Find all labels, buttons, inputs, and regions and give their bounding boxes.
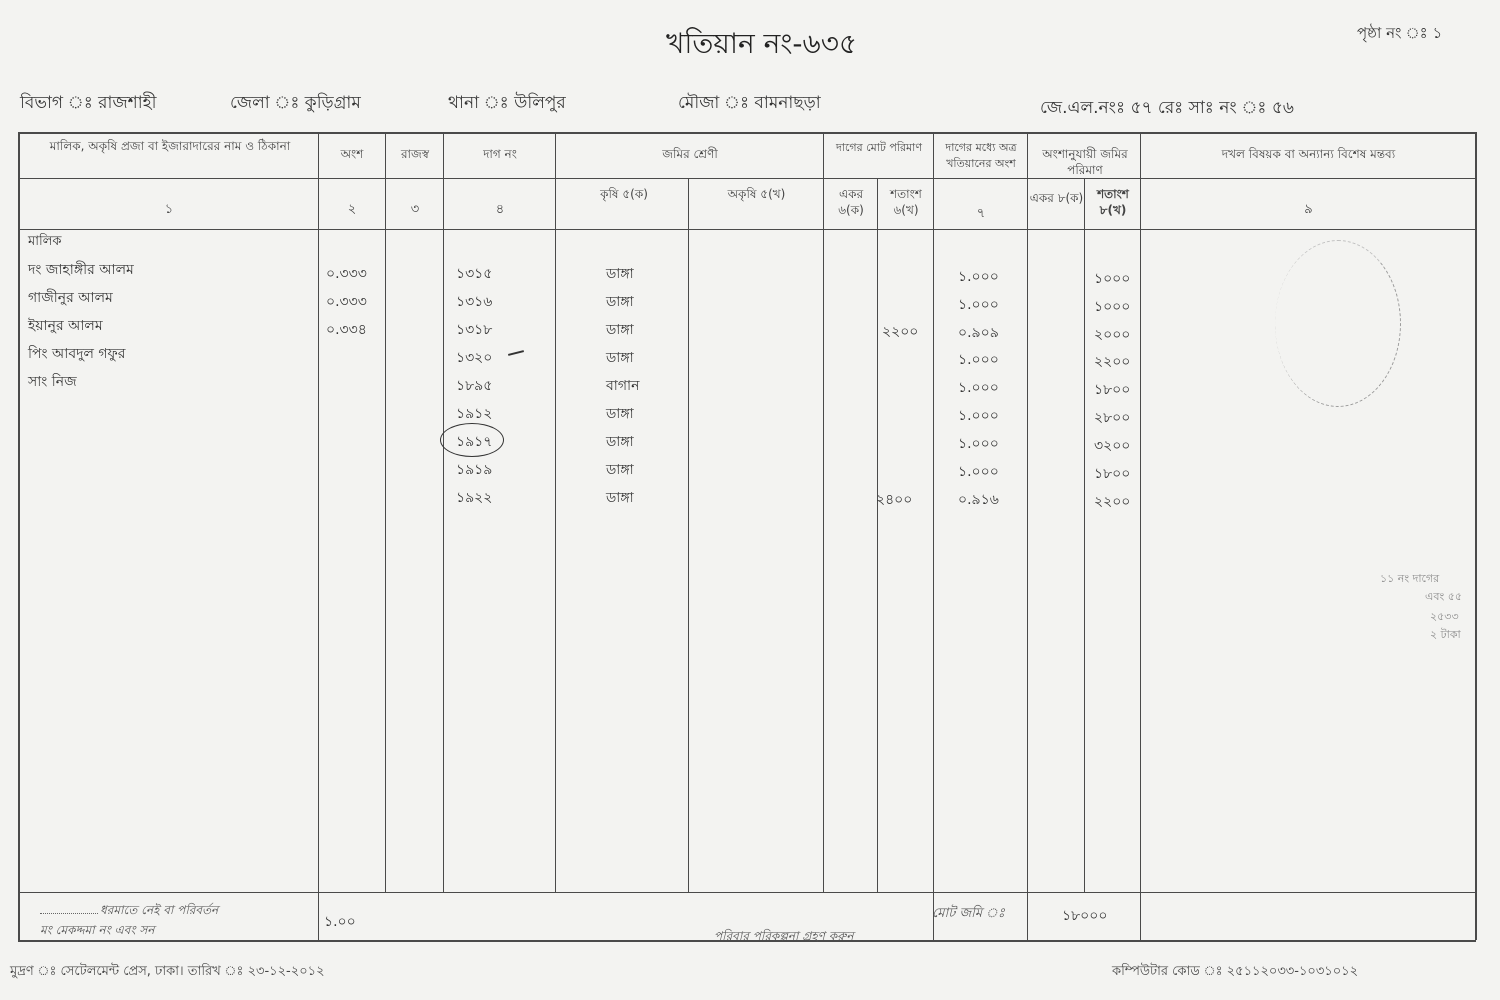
plot-class: ডাঙ্গা	[606, 434, 634, 450]
family-planning-note: পরিবার পরিকল্পনা গ্রহণ করুন	[714, 929, 854, 943]
pen-tick-mark	[508, 350, 524, 356]
owner-share: ০.৩৩৩	[326, 266, 367, 282]
plot-class: ডাঙ্গা	[606, 294, 634, 310]
owner-name: ইয়ানুর আলম	[28, 318, 103, 334]
footer-note-2: মং মেকদ্দমা নং এবং সন	[40, 923, 155, 937]
plot-portion: ১.০০০	[958, 464, 999, 480]
plot-portion: ১.০০০	[958, 269, 999, 285]
plot-portion: ০.৯১৬	[958, 492, 999, 508]
jl-number-field: জে.এল.নংঃ ৫৭ রেঃ সাঃ নং ঃ ৫৬	[1040, 98, 1294, 118]
margin-note: ২৫৩৩	[1430, 610, 1459, 623]
page-number: পৃষ্ঠা নং ঃ ১	[1357, 24, 1443, 42]
plot-portion: ১.০০০	[958, 408, 999, 424]
col-owner-header: মালিক, অকৃষি প্রজা বা ইজারাদারের নাম ও ঠিকানা	[49, 139, 291, 153]
col-portion-header: দাগের মধ্যে অত্র খতিয়ানের অংশ	[945, 141, 1017, 170]
plot-class: ডাঙ্গা	[606, 350, 634, 366]
col-6b-header: শতাংশ ৬(খ)	[890, 187, 922, 217]
plot-portion: ১.০০০	[958, 297, 999, 313]
circle-mark	[440, 423, 504, 457]
share-total: ১.০০	[324, 914, 356, 930]
col-num: ৯	[1304, 202, 1313, 217]
plot-class: ডাঙ্গা	[606, 490, 634, 506]
plot-dag: ১৩২০	[456, 350, 493, 366]
faint-stamp	[1275, 240, 1401, 407]
col-5a-header: কৃষি ৫(ক)	[600, 187, 648, 201]
mouza-field: মৌজা ঃ বামনাছড়া	[678, 93, 821, 113]
owner-share: ০.৩৩৪	[326, 322, 367, 338]
plot-area: ২০০০	[1094, 327, 1131, 343]
plot-portion: ১.০০০	[958, 352, 999, 368]
press-info: মুদ্রণ ঃ সেটেলমেন্ট প্রেস, ঢাকা। তারিখ ঃ ২৩-১২-২০১২	[10, 964, 325, 979]
plot-portion: ১.০০০	[958, 436, 999, 452]
plot-area: ১০০০	[1094, 299, 1131, 315]
plot-area: ১৮০০	[1094, 382, 1131, 398]
plot-class: ডাঙ্গা	[606, 266, 634, 282]
margin-note: এবং ৫৫	[1425, 590, 1462, 603]
plot-class: বাগান	[606, 378, 640, 394]
plot-dag: ১৮৯৫	[456, 378, 493, 394]
col-area-header: অংশানুযায়ী জমির পরিমাণ	[1042, 147, 1128, 177]
owner-name: পিং আবদুল গফুর	[28, 346, 126, 362]
dotted-line	[40, 913, 98, 914]
plot-area: ২২০০	[1094, 354, 1131, 370]
plot-dag: ১৯১৯	[456, 462, 493, 478]
plot-dag: ১৩১৬	[456, 294, 493, 310]
owner-name: গাজীনুর আলম	[28, 290, 113, 306]
col-revenue-header: রাজস্ব	[400, 147, 430, 161]
owner-name: দং জাহাঙ্গীর আলম	[28, 262, 134, 278]
col-total-area-header: দাগের মোট পরিমাণ	[835, 141, 922, 154]
plot-portion: ১.০০০	[958, 380, 999, 396]
col-num: ৭	[976, 206, 986, 221]
col-5b-header: অকৃষি ৫(খ)	[727, 187, 786, 201]
col-num: ৪	[495, 202, 505, 217]
plot-dag: ১৩১৫	[456, 266, 493, 282]
owner-label: মালিক	[28, 234, 62, 249]
plot-class: ডাঙ্গা	[606, 462, 634, 478]
total-land-value: ১৮০০০	[1062, 908, 1108, 924]
plot-total: ২২০০	[882, 324, 919, 340]
plot-area: ১০০০	[1094, 271, 1131, 287]
owner-address: সাং নিজ	[28, 374, 77, 390]
page-title: খতিয়ান নং-৬৩৫	[666, 27, 858, 60]
col-land-class-header: জমির শ্রেণী	[662, 147, 718, 161]
computer-code: কম্পিউটার কোড ঃ ২৫১১২০৩৩-১০৩১০১২	[1112, 964, 1359, 979]
total-land-label: মোট জমি ঃ	[932, 906, 1005, 921]
plot-dag: ১৯১২	[456, 406, 493, 422]
plot-class: ডাঙ্গা	[606, 406, 634, 422]
col-num: ১	[164, 202, 174, 217]
col-remarks-header: দখল বিষয়ক বা অন্যান্য বিশেষ মন্তব্য	[1221, 147, 1396, 161]
plot-dag: ১৯১৭	[456, 434, 493, 450]
col-dag-header: দাগ নং	[483, 147, 517, 161]
district-field: জেলা ঃ কুড়িগ্রাম	[230, 93, 361, 113]
plot-area: ৩২০০	[1094, 438, 1131, 454]
col-6a-header: একর ৬(ক)	[838, 187, 864, 217]
col-share-header: অংশ	[340, 147, 364, 161]
plot-area: ১৮০০	[1094, 466, 1131, 482]
col-num: ৩	[410, 202, 420, 217]
thana-field: থানা ঃ উলিপুর	[448, 93, 566, 113]
plot-area: ২২০০	[1094, 494, 1131, 510]
col-8b-header: শতাংশ ৮(খ)	[1097, 187, 1129, 217]
footer-note-1: ধরমাতে নেই বা পরিবর্তন	[100, 903, 219, 917]
plot-area: ২৮০০	[1094, 410, 1131, 426]
plot-class: ডাঙ্গা	[606, 322, 634, 338]
division-field: বিভাগ ঃ রাজশাহী	[20, 93, 157, 113]
plot-portion: ০.৯০৯	[958, 325, 999, 341]
col-num: ২	[347, 202, 357, 217]
margin-note: ১১ নং দাগের	[1380, 572, 1440, 585]
plot-total: ২৪০০	[876, 492, 913, 508]
margin-note: ২ টাকা	[1430, 628, 1461, 641]
plot-dag: ১৯২২	[456, 490, 493, 506]
col-8a-header: একর ৮(ক)	[1029, 191, 1084, 205]
plot-dag: ১৩১৮	[456, 322, 493, 338]
owner-share: ০.৩৩৩	[326, 294, 367, 310]
